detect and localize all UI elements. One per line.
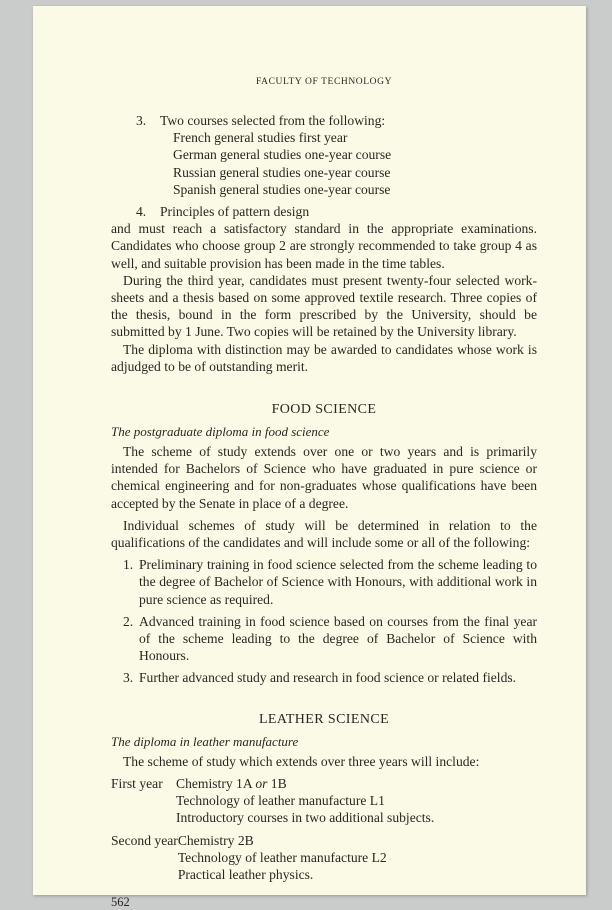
section-heading-leather-science: LEATHER SCIENCE bbox=[258, 711, 390, 727]
course-list bbox=[176, 775, 537, 827]
textile-paragraph-3: The diploma with distinction may be awarded to candidates whose work is adjudged to be of outstanding merit. bbox=[111, 341, 537, 374]
page-content bbox=[111, 76, 537, 883]
course-text: Practical leather physics. bbox=[177, 866, 314, 882]
running-head: FACULTY OF TECHNOLOGY bbox=[255, 77, 393, 87]
course-text: Technology of leather manufacture L2 bbox=[177, 849, 387, 865]
textile-paragraph-2: During the third year, candidates must present twenty-four selected work-sheets and a thesis based on some approved textile research. Three copies of the thesis, bound in the form prescribed by the University, should be submitted by 1 June. Two copies will be retained by the University library. bbox=[111, 272, 537, 340]
option-spanish: Spanish general studies one-year course bbox=[173, 181, 391, 197]
course-text-italic: or bbox=[255, 775, 268, 791]
textile-paragraph-1: and must reach a satisfactory standard in the appropriate examinations. Candidates who choose group 2 are strongly recommended to take group 4 as well, and suitable provision has been made in the time tables. bbox=[111, 221, 537, 271]
year-row-second bbox=[111, 832, 537, 884]
year-label: Second year bbox=[111, 832, 178, 848]
leather-intro: The scheme of study which extends over three years will include: bbox=[123, 753, 480, 769]
food-item-2 bbox=[111, 613, 537, 665]
course-text: Introductory courses in two additional subjects. bbox=[176, 810, 435, 826]
course bbox=[176, 775, 537, 792]
item-label: Two courses selected from the following: bbox=[160, 113, 386, 128]
item-label: Principles of pattern design bbox=[160, 204, 310, 220]
textile-item-3 bbox=[111, 112, 537, 129]
course-text: Technology of leather manufacture L1 bbox=[176, 793, 385, 809]
section-heading-food-science: FOOD SCIENCE bbox=[271, 402, 377, 418]
course bbox=[178, 832, 537, 849]
item-number: 2. bbox=[123, 613, 134, 629]
year-row-first bbox=[111, 775, 537, 827]
subheading-leather-science: The diploma in leather manufacture bbox=[111, 733, 299, 749]
page-number: 562 bbox=[111, 895, 130, 909]
course bbox=[178, 866, 537, 883]
course-text: Chemistry 1A bbox=[176, 775, 256, 791]
textile-item-4 bbox=[111, 203, 537, 220]
course bbox=[176, 809, 537, 826]
option-list bbox=[111, 129, 537, 198]
item-number: 4. bbox=[136, 204, 147, 220]
year-label: First year bbox=[111, 775, 163, 791]
course-text: 1B bbox=[267, 775, 287, 791]
subheading-food-science: The postgraduate diploma in food science bbox=[111, 424, 330, 440]
course-text: Chemistry 2B bbox=[177, 832, 254, 848]
option-french: French general studies first year bbox=[173, 130, 348, 146]
food-item-1 bbox=[111, 556, 537, 608]
item-text: Further advanced study and research in food science or related fields. bbox=[139, 670, 517, 686]
course-list bbox=[178, 832, 537, 884]
course bbox=[176, 792, 537, 809]
item-number: 3. bbox=[136, 113, 147, 128]
food-paragraph-2: Individual schemes of study will be determined in relation to the qualifications of the candidates and will include some or all of the following: bbox=[111, 517, 537, 551]
item-text: Advanced training in food science based on courses from the final year of the scheme leading to the degree of Bachelor of Science with Honours. bbox=[139, 613, 537, 664]
item-number: 3. bbox=[123, 670, 134, 686]
option-german: German general studies one-year course bbox=[173, 147, 392, 163]
item-number: 1. bbox=[123, 557, 134, 573]
food-item-3 bbox=[111, 669, 537, 686]
option-russian: Russian general studies one-year course bbox=[173, 164, 391, 180]
food-paragraph-1: The scheme of study extends over one or two years and is primarily intended for Bachelors of Science who have graduated in pure science or chemical engineering and for non-graduates whose qualifications have been accepted by the Senate in place of a degree. bbox=[111, 444, 537, 511]
item-text: Preliminary training in food science selected from the scheme leading to the degree of Bachelor of Science with Honours, with additional work in pure science as required. bbox=[139, 557, 537, 607]
course bbox=[178, 849, 537, 866]
